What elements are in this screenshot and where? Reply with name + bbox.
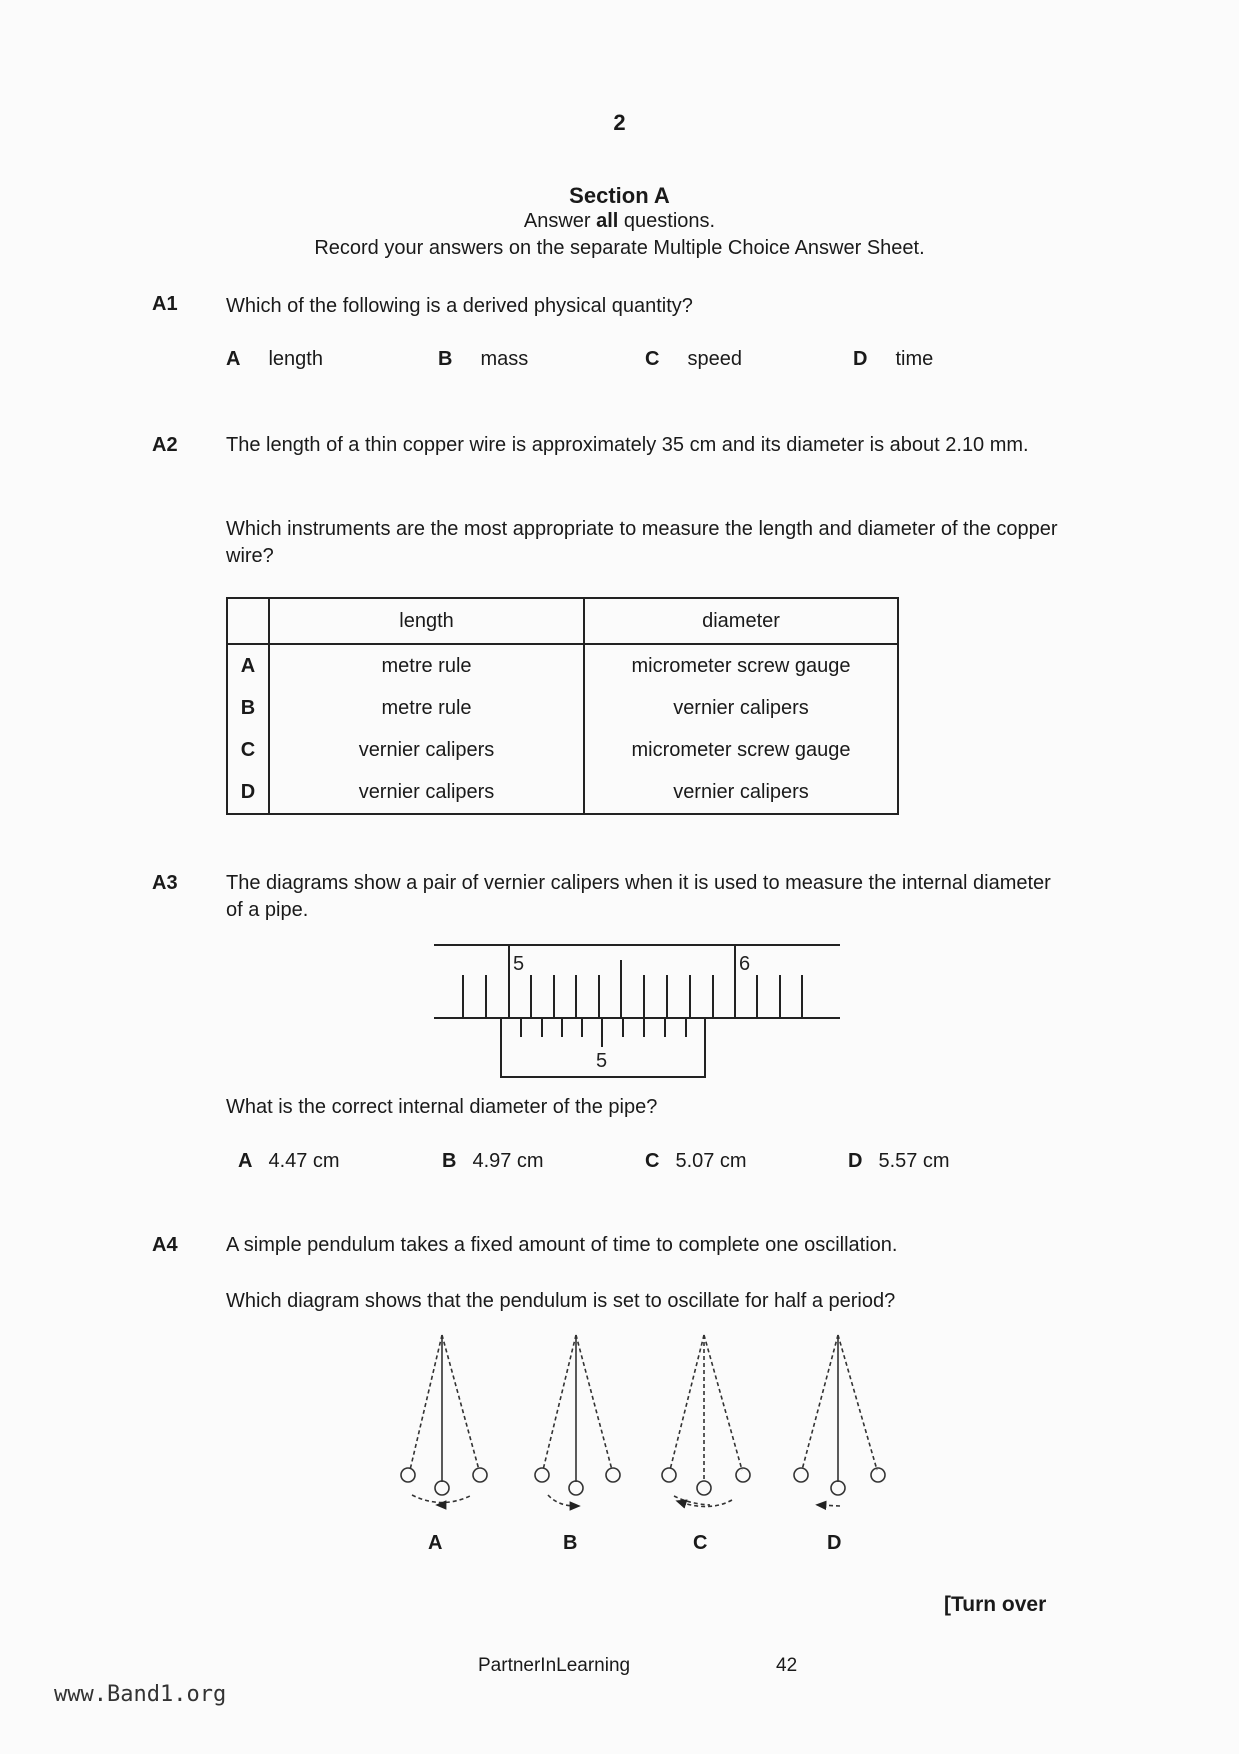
question-text2-a2: Which instruments are the most appropriate to measure the length and diameter of the copper wire? [226, 518, 1058, 567]
row-length: vernier calipers [269, 771, 584, 814]
table-row [227, 687, 898, 729]
row-diameter: vernier calipers [673, 696, 809, 719]
option-a3-c[interactable]: C 5.07 cm [645, 1150, 747, 1172]
question-number-a3: A3 [152, 872, 178, 894]
turn-over-note: [Turn over [944, 1593, 1047, 1616]
option-a3-a[interactable]: A 4.47 cm [238, 1150, 340, 1172]
question-text-a2: The length of a thin copper wire is approximately 35 cm and its diameter is about 2.10 mm. [226, 434, 1029, 456]
question-text-a1: Which of the following is a derived physical quantity? [226, 295, 693, 317]
pendulum-c-icon [662, 1335, 750, 1507]
table-row [227, 771, 898, 814]
row-length: metre rule [269, 644, 584, 687]
footer-publisher: PartnerInLearning [478, 1655, 631, 1676]
question-number-a4: A4 [152, 1234, 178, 1256]
main-scale-label-6: 6 [739, 953, 751, 975]
section-instruction: Record your answers on the separate Multiple Choice Answer Sheet. [314, 237, 925, 259]
table-header-row [227, 598, 898, 644]
instruments-table [226, 597, 899, 815]
pendulum-diagrams [380, 1330, 900, 1520]
table-header-blank [227, 598, 269, 644]
section-subtitle: Answer all questions. [523, 210, 716, 232]
page-number: 2 [613, 110, 626, 135]
question-text2-a3: What is the correct internal diameter of the pipe? [226, 1096, 658, 1118]
footer-page-number: 42 [776, 1655, 798, 1676]
row-diameter: micrometer screw gauge [631, 738, 851, 761]
option-a3-d[interactable]: D 5.57 cm [848, 1150, 950, 1172]
pendulum-label-b[interactable]: B [563, 1532, 578, 1554]
pendulum-label-a[interactable]: A [428, 1532, 443, 1554]
table-row [227, 729, 898, 771]
row-diameter: micrometer screw gauge [631, 654, 851, 677]
section-title: Section A [569, 183, 670, 208]
question-text-a4: A simple pendulum takes a fixed amount of time to complete one oscillation. [226, 1234, 898, 1256]
row-letter: D [227, 771, 269, 814]
table-header-diameter: diameter [584, 598, 898, 644]
option-a1-b[interactable]: B mass [438, 348, 529, 370]
watermark: www.Band1.org [54, 1682, 227, 1707]
vernier-scale-label-5: 5 [596, 1050, 608, 1072]
option-a1-c[interactable]: C speed [645, 348, 742, 370]
option-a3-b[interactable]: B 4.97 cm [442, 1150, 544, 1172]
option-a1-d[interactable]: D time [853, 348, 934, 370]
pendulum-b-icon [535, 1335, 620, 1506]
pendulum-d-icon [794, 1335, 885, 1506]
row-letter: B [227, 687, 269, 729]
row-length: vernier calipers [269, 729, 584, 771]
row-diameter: vernier calipers [673, 780, 809, 803]
main-scale-label-5: 5 [513, 953, 525, 975]
table-header-length: length [269, 598, 584, 644]
pendulum-a-icon [401, 1335, 487, 1505]
pendulum-label-c[interactable]: C [693, 1532, 708, 1554]
row-letter: C [227, 729, 269, 771]
vernier-calipers-diagram [420, 930, 850, 1080]
row-length: metre rule [269, 687, 584, 729]
question-text-a3: The diagrams show a pair of vernier calipers when it is used to measure the internal diameter of a pipe. [226, 872, 1051, 921]
table-row [227, 644, 898, 687]
question-number-a2: A2 [152, 434, 178, 456]
row-letter: A [227, 644, 269, 687]
option-a1-a[interactable]: A length [226, 348, 323, 370]
question-number-a1: A1 [152, 293, 178, 315]
question-text2-a4: Which diagram shows that the pendulum is set to oscillate for half a period? [226, 1290, 896, 1312]
pendulum-label-d[interactable]: D [827, 1532, 842, 1554]
